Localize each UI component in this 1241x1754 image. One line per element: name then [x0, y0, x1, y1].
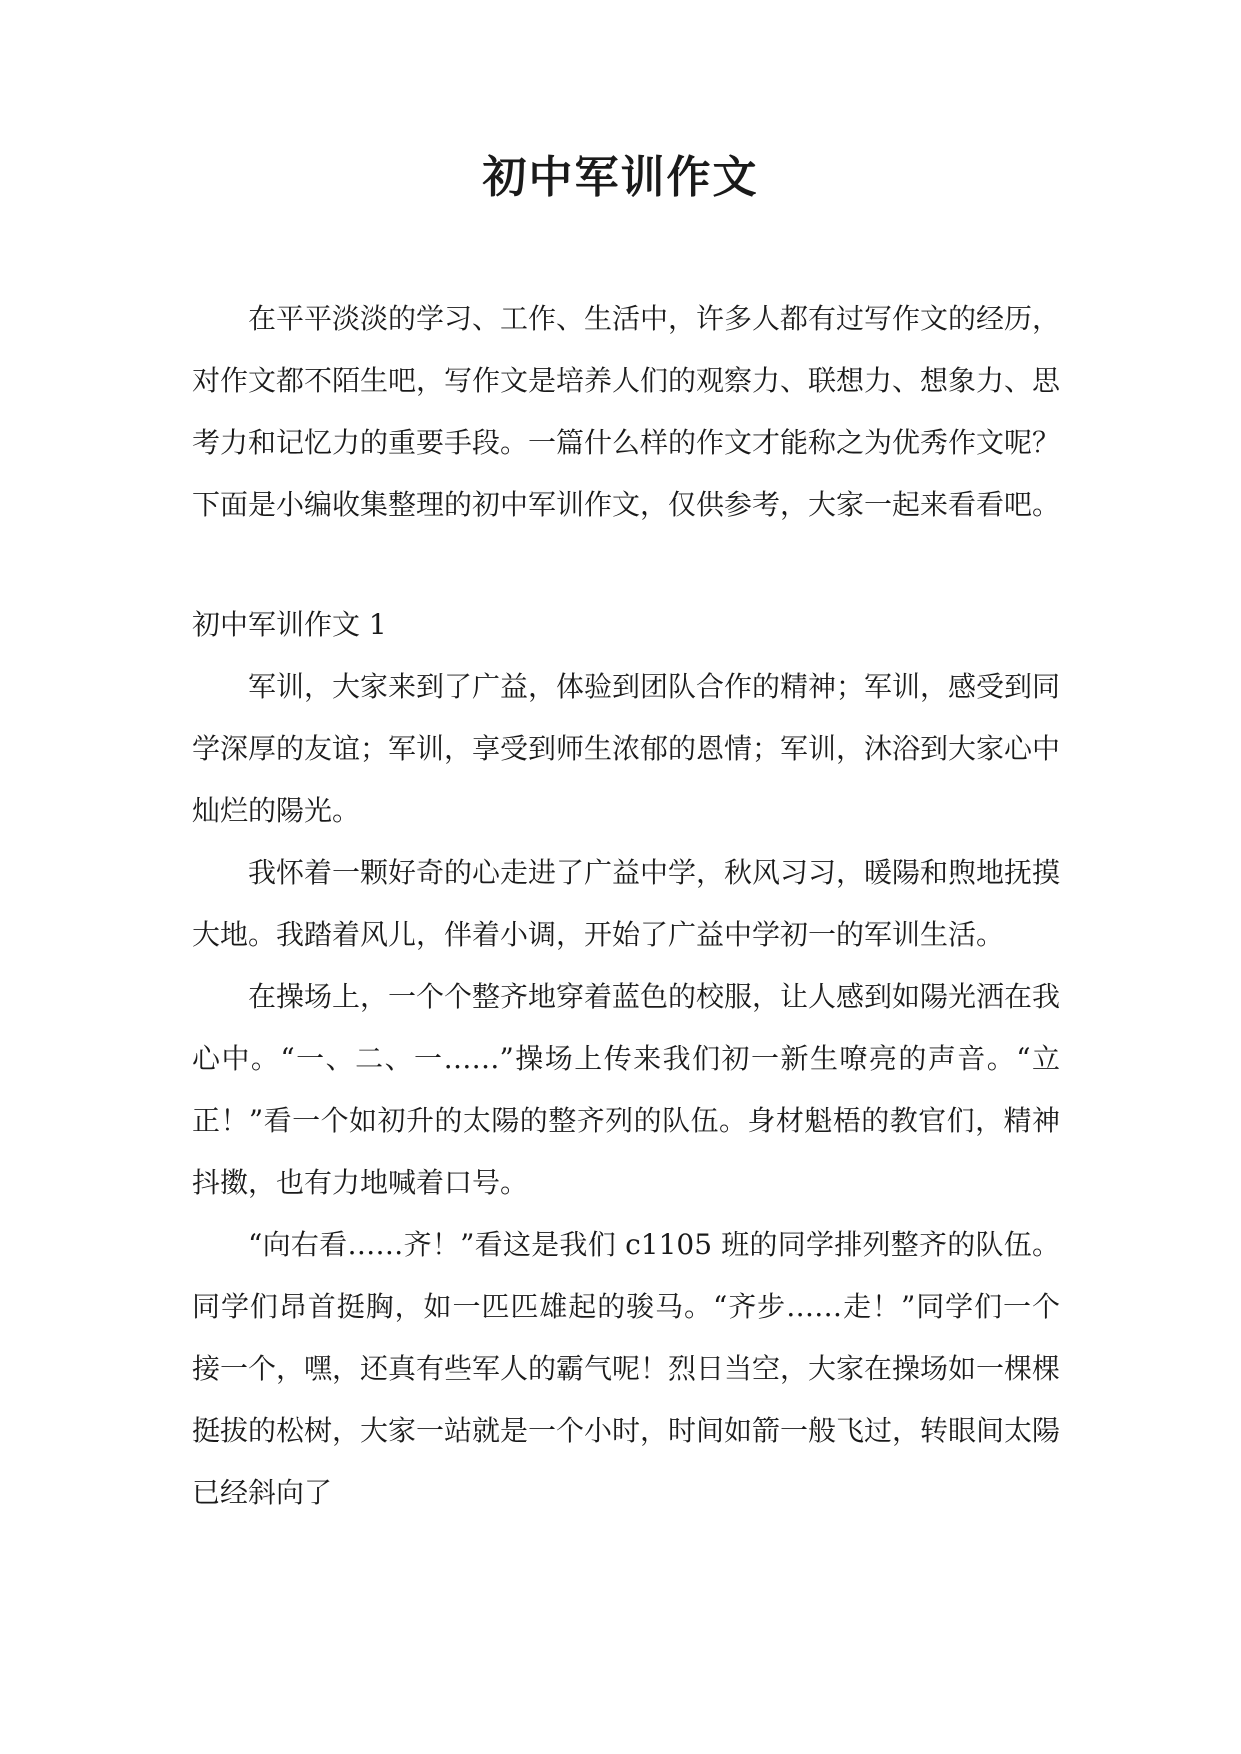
document-title: 初中军训作文 — [482, 152, 759, 203]
body-paragraph-2: 我怀着一颗好奇的心走进了广益中学，秋风习习，暖陽和煦地抚摸大地。我踏着风儿，伴着小调，开始了广益中学初一的军训生活。 — [192, 856, 1061, 951]
document-body — [192, 288, 1060, 1524]
body-paragraph-1: 军训，大家来到了广益，体验到团队合作的精神；军训，感受到同学深厚的友谊；军训，享受到师生浓郁的恩情；军训，沐浴到大家心中灿烂的陽光。 — [192, 670, 1061, 827]
body-paragraph-4: “向右看……齐！”看这是我们 c1105 班的同学排列整齐的队伍。同学们昂首挺胸，如一匹匹雄起的骏马。“齐步……走！”同学们一个接一个，嘿，还真有些军人的霸气呢！烈日当空，大家在操场如一棵棵挺拔的松树，大家一站就是一个小时，时间如箭一般飞过，转眼间太陽已经斜向了 — [192, 1228, 1061, 1509]
section-heading: 初中军训作文 1 — [192, 608, 387, 641]
body-paragraph-3: 在操场上，一个个整齐地穿着蓝色的校服，让人感到如陽光洒在我心中。“一、二、一……”操场上传来我们初一新生嘹亮的声音。“立正！”看一个如初升的太陽的整齐列的队伍。身材魁梧的教官们，精神抖擞，也有力地喊着口号。 — [192, 980, 1061, 1199]
intro-paragraph: 在平平淡淡的学习、工作、生活中，许多人都有过写作文的经历，对作文都不陌生吧，写作文是培养人们的观察力、联想力、想象力、思考力和记忆力的重要手段。一篇什么样的作文才能称之为优秀作文呢？下面是小编收集整理的初中军训作文，仅供参考，大家一起来看看吧。 — [192, 302, 1061, 521]
